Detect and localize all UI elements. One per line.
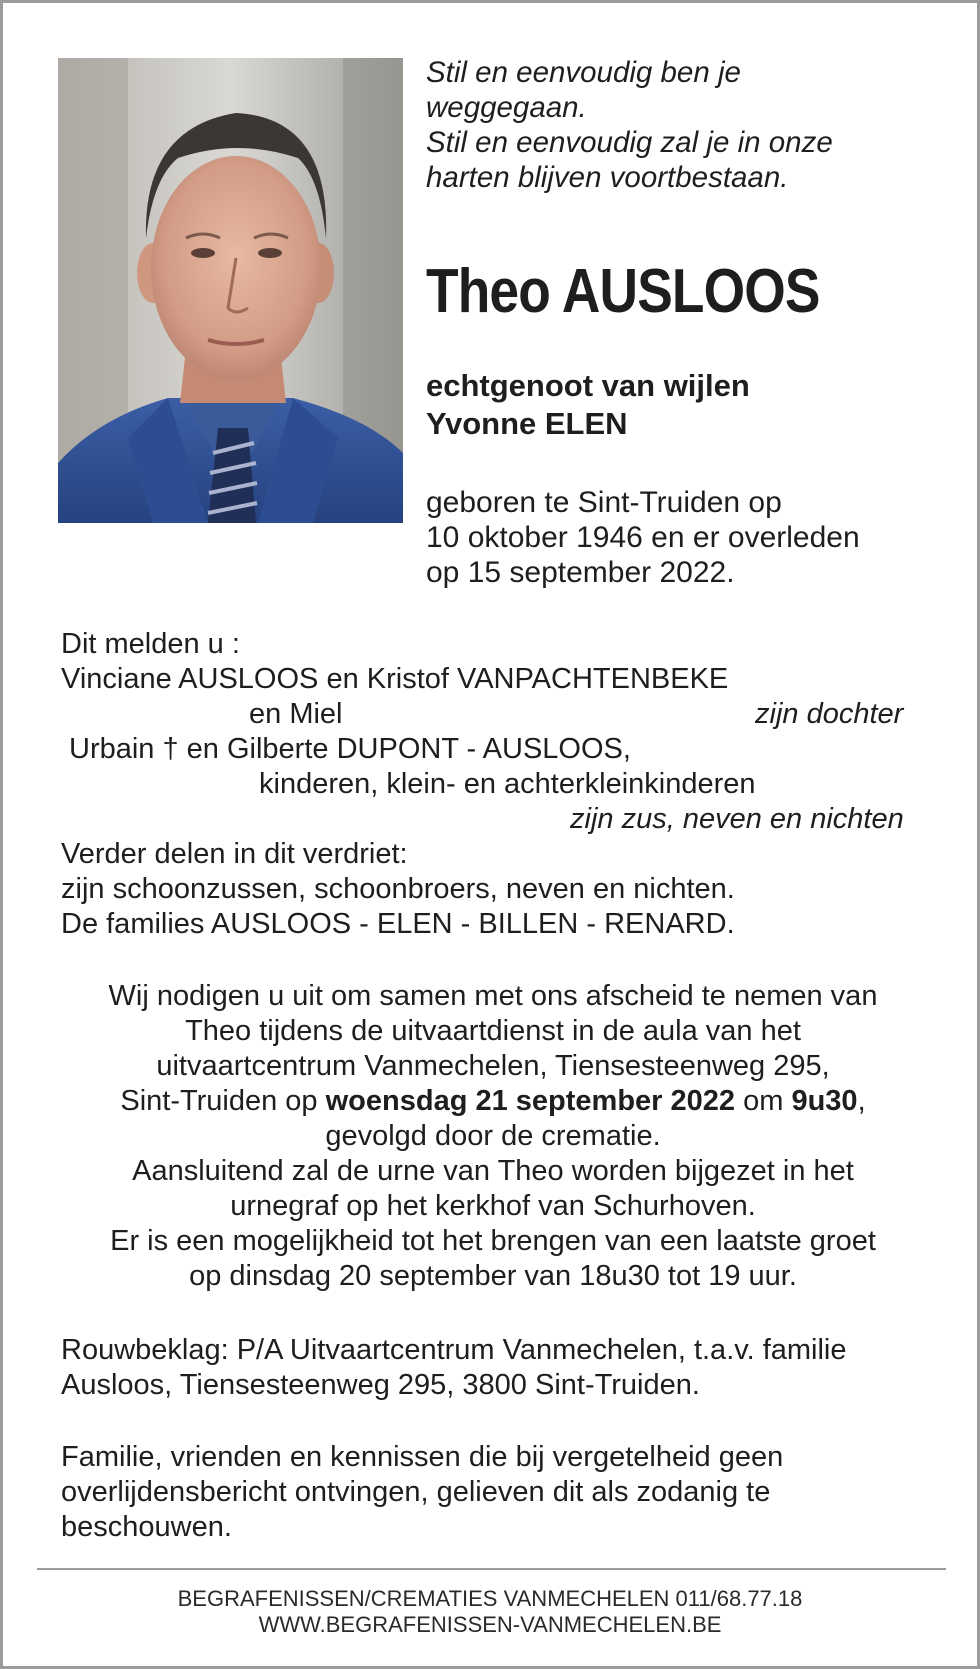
service-line: urnegraf op het kerkhof van Schurhoven. bbox=[230, 1190, 756, 1222]
condolences-line: Rouwbeklag: P/A Uitvaartcentrum Vanmechelen, t.a.v. familie bbox=[61, 1334, 847, 1366]
funeral-home-footer bbox=[3, 1586, 977, 1638]
service-line: Er is een mogelijkheid tot het brengen van een laatste groet bbox=[110, 1225, 876, 1257]
sister-relation: zijn zus, neven en nichten bbox=[570, 803, 904, 835]
spouse-info bbox=[426, 367, 946, 443]
mourners-intro: Dit melden u : bbox=[61, 628, 240, 660]
notice-line: beschouwen. bbox=[61, 1511, 232, 1543]
birth-line: geboren te Sint-Truiden op bbox=[426, 486, 782, 519]
service-date: woensdag 21 september 2022 bbox=[325, 1085, 736, 1117]
service-line: op dinsdag 20 september van 18u30 tot 19 uur. bbox=[189, 1260, 797, 1292]
service-mid: om bbox=[735, 1085, 792, 1117]
poem-line: harten blijven voortbestaan. bbox=[426, 161, 789, 194]
sister-relation-row bbox=[61, 802, 931, 837]
service-prefix: Sint-Truiden op bbox=[120, 1085, 326, 1117]
notice-line: Familie, vrienden en kennissen die bij vergetelheid geen bbox=[61, 1441, 784, 1473]
service-line: uitvaartcentrum Vanmechelen, Tiensesteenweg 295, bbox=[156, 1050, 830, 1082]
further-intro: Verder delen in dit verdriet: bbox=[61, 838, 408, 870]
poem-line: Stil en eenvoudig ben je bbox=[426, 56, 741, 89]
spouse-name: Yvonne ELEN bbox=[426, 406, 628, 441]
service-date-line bbox=[43, 1084, 943, 1119]
footer-divider bbox=[37, 1568, 946, 1570]
further-line: De families AUSLOOS - ELEN - BILLEN - RENARD. bbox=[61, 908, 735, 940]
daughter-names: Vinciane AUSLOOS en Kristof VANPACHTENBEKE bbox=[61, 663, 729, 695]
sister-children-row bbox=[61, 767, 931, 802]
daughter-row bbox=[61, 697, 931, 732]
condolences-line: Ausloos, Tiensesteenweg 295, 3800 Sint-Truiden. bbox=[61, 1369, 700, 1401]
service-line: Theo tijdens de uitvaartdienst in de aula van het bbox=[185, 1015, 801, 1047]
service-line: Wij nodigen u uit om samen met ons afscheid te nemen van bbox=[108, 980, 878, 1012]
footer-company: BEGRAFENISSEN/CREMATIES VANMECHELEN 011/68.77.18 bbox=[177, 1586, 803, 1611]
deceased-name: Theo AUSLOOS bbox=[426, 257, 820, 326]
poem-line: weggegaan. bbox=[426, 91, 587, 124]
condolences-address bbox=[61, 1333, 941, 1403]
service-time: 9u30 bbox=[791, 1085, 858, 1117]
portrait-photo bbox=[58, 58, 403, 523]
daughter-child: en Miel bbox=[249, 698, 343, 730]
daughter-relation: zijn dochter bbox=[755, 698, 904, 730]
birth-line: op 15 september 2022. bbox=[426, 556, 735, 589]
service-line: gevolgd door de crematie. bbox=[325, 1120, 661, 1152]
notice-text bbox=[61, 1440, 941, 1545]
further-line: zijn schoonzussen, schoonbroers, neven en nichten. bbox=[61, 873, 735, 905]
sister-row bbox=[61, 732, 931, 767]
service-line: Aansluitend zal de urne van Theo worden bijgezet in het bbox=[132, 1155, 854, 1187]
mourners-list bbox=[61, 627, 931, 942]
footer-website: WWW.BEGRAFENISSEN-VANMECHELEN.BE bbox=[258, 1612, 722, 1637]
service-suffix: , bbox=[857, 1085, 866, 1117]
notice-line: overlijdensbericht ontvingen, gelieven dit als zodanig te bbox=[61, 1476, 771, 1508]
service-info bbox=[43, 979, 943, 1294]
birth-line: 10 oktober 1946 en er overleden bbox=[426, 521, 860, 554]
sister-children: kinderen, klein- en achterkleinkinderen bbox=[259, 768, 756, 800]
poem-line: Stil en eenvoudig zal je in onze bbox=[426, 126, 833, 159]
sister-names: Urbain † en Gilberte DUPONT - AUSLOOS, bbox=[69, 733, 631, 765]
birth-death-info bbox=[426, 485, 946, 590]
spouse-line: echtgenoot van wijlen bbox=[426, 368, 750, 403]
memorial-poem bbox=[426, 55, 946, 195]
